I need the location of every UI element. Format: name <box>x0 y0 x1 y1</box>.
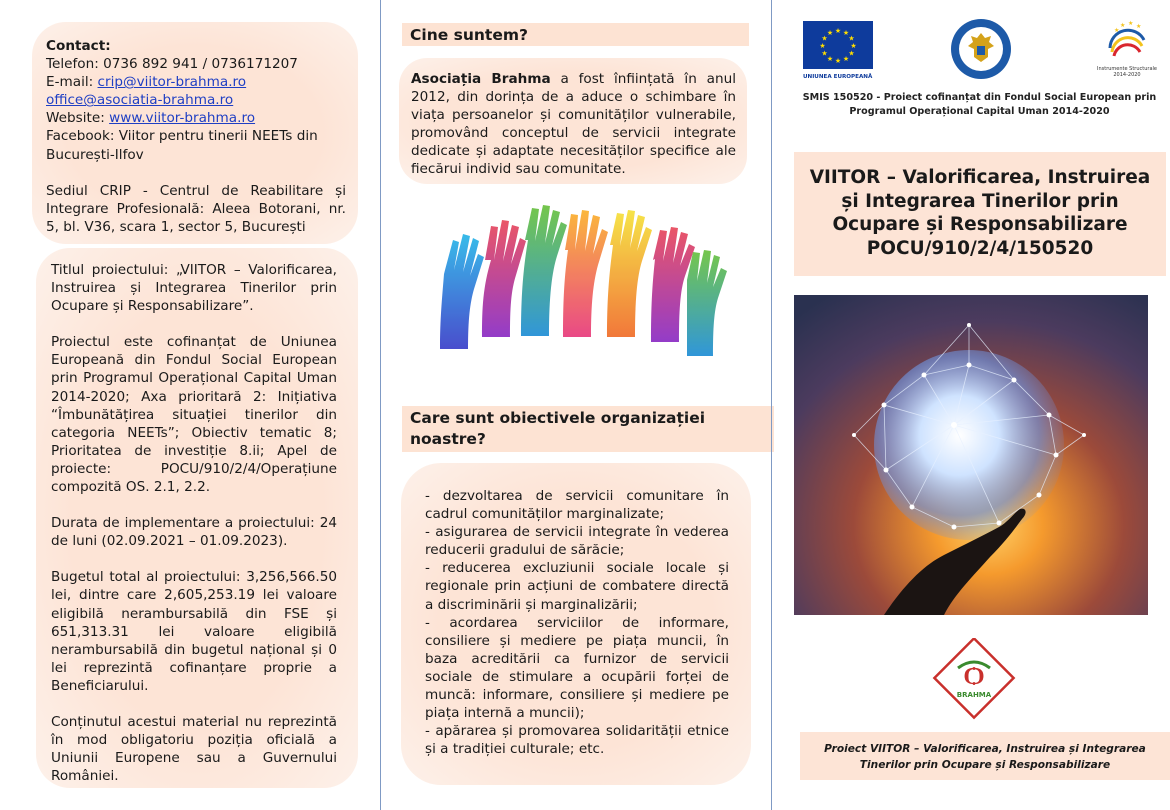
structural-instruments-logo <box>1092 18 1162 78</box>
who-description: a fost înființată în anul 2012, din dorința de a aduce o schimbare în viața persoanelor și comunităților vulnerabile, promovând conceptul de servicii integrate dedicate și adaptate necesităților specifice ale fiecărui individ sau comunitate. <box>411 71 736 178</box>
svg-text:★: ★ <box>1136 23 1142 30</box>
svg-text:★: ★ <box>842 29 850 37</box>
who-heading: Cine suntem? <box>402 23 749 46</box>
svg-text:★: ★ <box>834 27 842 35</box>
cover-footer <box>800 741 1170 773</box>
svg-text:★: ★ <box>834 57 842 65</box>
svg-text:★: ★ <box>850 42 857 50</box>
brahma-logo <box>928 638 1020 722</box>
eu-label: UNIUNEA EUROPEANĂ <box>803 74 873 80</box>
contact-heading: Contact: <box>46 38 111 54</box>
contact-email2-row <box>46 91 346 109</box>
svg-text:★: ★ <box>1120 22 1126 29</box>
svg-text:★: ★ <box>821 49 828 58</box>
svg-text:★: ★ <box>848 49 855 58</box>
government-seal-icon <box>950 18 1012 80</box>
cover-panel <box>772 0 1170 810</box>
contact-email-row <box>46 73 346 91</box>
contact-block <box>46 37 346 236</box>
svg-text:★: ★ <box>821 34 828 43</box>
objectives-list <box>425 487 729 758</box>
smis-line-2: Programul Operațional Capital Uman 2014-2020 <box>849 106 1110 117</box>
cover-project-code: POCU/910/2/4/150520 <box>866 237 1094 259</box>
email-link-crip[interactable]: crip@viitor-brahma.ro <box>97 74 247 91</box>
contact-website-row <box>46 109 346 127</box>
website-label: Website: <box>46 110 110 127</box>
eu-flag-icon <box>803 21 873 69</box>
svg-text:★: ★ <box>1114 27 1120 34</box>
left-panel <box>0 0 380 810</box>
contact-address: Sediul CRIP - Centrul de Reabilitare și Integrare Profesională: Aleea Botorani, nr. 5, bl. V36, scara 1, sector 5, București <box>46 182 346 235</box>
project-title-paragraph: Titlul proiectului: „VIITOR – Valorificarea, Instruirea și Integrarea Tinerilor prin Ocupare și Responsabilizare”. <box>51 262 337 315</box>
svg-text:★: ★ <box>848 34 855 43</box>
cover-title-text: VIITOR – Valorificarea, Instruirea și Integrarea Tinerilor prin Ocupare și Responsabilizare <box>809 167 1151 235</box>
svg-text:Ѻ: Ѻ <box>964 661 984 690</box>
government-label <box>932 80 1032 81</box>
org-name: Asociația Brahma <box>411 71 551 87</box>
who-text <box>411 70 736 179</box>
project-disclaimer-paragraph: Conținutul acestui material nu reprezintă în mod obligatoriu poziția oficială a Uniunii Europene sau a Guvernului României. <box>51 713 337 785</box>
objective-item: - dezvoltarea de servicii comunitare în cadrul comunităților marginalizate; <box>425 488 729 523</box>
email-label: E-mail: <box>46 74 98 91</box>
structural-instruments-icon <box>1102 18 1152 62</box>
eu-logo <box>803 21 875 80</box>
svg-text:★: ★ <box>826 55 834 63</box>
brahma-logo-label: BRAHMA <box>956 691 992 699</box>
contact-facebook: Facebook: Viitor pentru tinerii NEETs din București-Ilfov <box>46 128 318 163</box>
cover-footer-line-2: Tinerilor prin Ocupare și Responsabilizare <box>859 759 1111 771</box>
cover-footer-line-1: Proiect VIITOR – Valorificarea, Instruirea și Integrarea <box>824 743 1146 755</box>
middle-panel <box>381 0 771 810</box>
objective-item: - acordarea serviciilor de informare, consiliere și mediere pe piața muncii, în baza acreditării ca furnizor de servicii sociale de stimulare a ocupării forței de muncă: informare, consiliere și mediere pe piața internă a muncii); <box>425 614 729 722</box>
website-link[interactable]: www.viitor-brahma.ro <box>109 110 256 127</box>
raised-hands-illustration <box>425 200 730 395</box>
svg-text:★: ★ <box>842 55 850 63</box>
project-duration-paragraph: Durata de implementare a proiectului: 24 de luni (02.09.2021 – 01.09.2023). <box>51 515 337 550</box>
contact-phone: Telefon: 0736 892 941 / 0736171207 <box>46 56 298 73</box>
digital-globe-hand-photo <box>794 295 1148 615</box>
project-budget-paragraph: Bugetul total al proiectului: 3,256,566.50 lei, dintre care 2,605,253.19 lei valoare eligibilă nerambursabilă din FSE și 651,313.31 lei valoare eligibilă nerambursabilă din bugetul național și 0 lei reprezintă cofinanțare proprie a Beneficiarului. <box>51 569 337 694</box>
email-link-office[interactable]: office@asociatia-brahma.ro <box>46 92 234 109</box>
structural-instruments-label: Instrumente Structurale 2014-2020 <box>1097 66 1157 78</box>
objective-item: - asigurarea de servicii integrate în vederea reducerii gradului de sărăcie; <box>425 524 729 559</box>
objectives-heading: Care sunt obiectivele organizației noastre? <box>402 406 774 452</box>
svg-text:★: ★ <box>819 42 826 50</box>
project-funding-paragraph: Proiectul este cofinanțat de Uniunea Europeană din Fondul Social European prin Programul Operațional Capital Uman 2014-2020; Axa prioritară 2: Inițiativa “Îmbunătățirea situației tinerilor din categoria NEETs”; Obiectiv tematic 8; Prioritatea de investiție 8.ii; Apel de proiecte: POCU/910/2/4/Operațiune compozită OS. 2.1, 2.2. <box>51 334 337 496</box>
svg-text:★: ★ <box>1128 20 1134 27</box>
objective-item: - apărarea și promovarea solidarității etnice și a tradiției culturale; etc. <box>425 723 729 758</box>
smis-text <box>792 91 1167 119</box>
cover-title <box>798 166 1162 260</box>
objective-item: - reducerea excluziunii sociale locale și regionale prin acțiuni de combatere directă a discriminării și marginalizării; <box>425 560 729 613</box>
smis-line-1: SMIS 150520 - Proiect cofinanțat din Fondul Social European prin <box>802 92 1157 103</box>
project-info-block <box>51 261 337 785</box>
svg-text:★: ★ <box>826 29 834 37</box>
